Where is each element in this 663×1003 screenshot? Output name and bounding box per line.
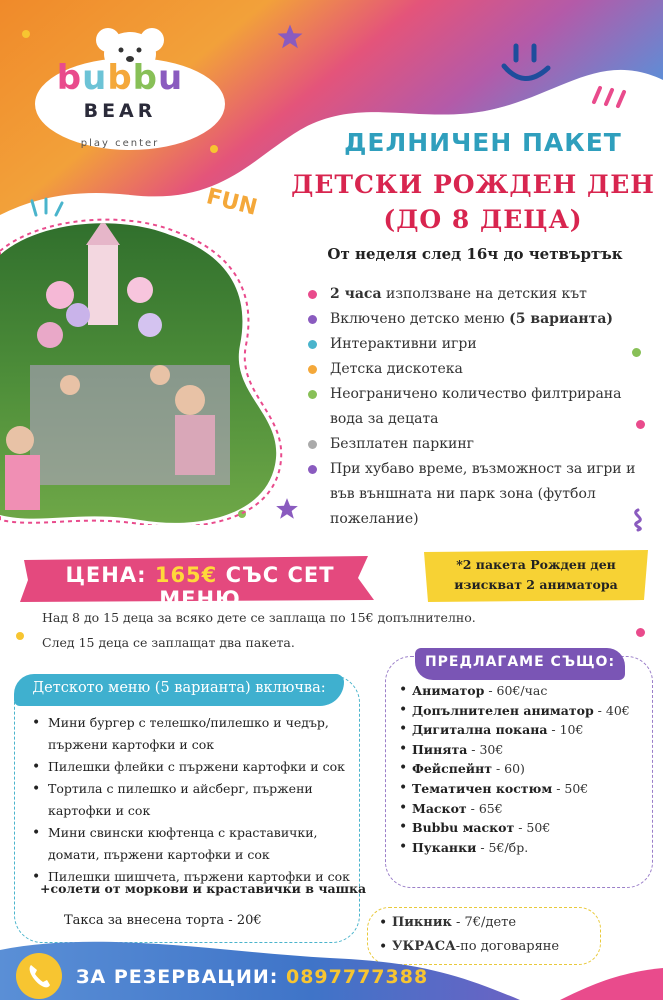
bullet-dot <box>308 390 317 399</box>
feature-item: 2 часа използване на детския кът <box>304 282 644 307</box>
feature-item: При хубаво време, възможност за игри и във външната ни парк зона (футбол пожелание) <box>304 457 644 532</box>
bullet-dot <box>308 365 317 374</box>
feature-item: Безплатен паркинг <box>304 432 644 457</box>
feature-item: Интерактивни игри <box>304 332 644 357</box>
offer-item: • Аниматор - 60€/час <box>398 681 648 701</box>
animator-note: *2 пакета Рожден ден изискват 2 аниматора <box>454 557 618 592</box>
smiley-icon <box>498 40 558 90</box>
cake-fee: Такса за внесена торта - 20€ <box>64 913 262 928</box>
offer-item: • Маскот - 65€ <box>398 799 648 819</box>
menu-item: • Пилешки шишчета, пържени картофки и сок <box>30 866 360 888</box>
footer-wave <box>0 930 663 1000</box>
picnic-item: • Пикник - 7€/дете <box>378 911 608 935</box>
decoration-item: • УКРАСА-по договаряне <box>378 935 608 959</box>
dash-marks-icon <box>590 80 630 110</box>
over-15-text: След 15 деца се заплащат два пакета. <box>42 635 295 650</box>
menu-extra-sticks: +солети от моркови и краставички в чашка <box>40 881 367 896</box>
menu-item: • Тортила с пилешко и айсберг, пържени картофки и сок <box>30 778 360 822</box>
bullet-dot <box>308 440 317 449</box>
confetti-dot <box>22 30 30 38</box>
phone-icon-circle <box>16 953 62 999</box>
logo-wordmark: bubbu <box>56 58 184 98</box>
birthday-title: ДЕТСКИ РОЖДЕН ДЕН <box>291 170 655 199</box>
confetti-dot <box>636 628 645 637</box>
package-title: ДЕЛНИЧЕН ПАКЕТ <box>344 128 622 157</box>
confetti-dot <box>210 145 218 153</box>
bullet-dot <box>308 315 317 324</box>
feature-item: Неограничено количество филтрирана вода за децата <box>304 382 644 432</box>
offer-item: • Допълнителен аниматор - 40€ <box>398 701 648 721</box>
phone-icon <box>16 953 62 999</box>
offers-heading: ПРЕДЛАГАМЕ СЪЩО: <box>424 654 616 670</box>
package-features-list <box>304 282 644 532</box>
menu-item: • Пилешки флейки с пържени картофки и сок <box>30 756 360 778</box>
feature-item: Детска дискотека <box>304 357 644 382</box>
price-label: ЦЕНА: 165€ СЪС СЕТ МЕНЮ <box>65 563 335 611</box>
offer-item: • Тематичен костюм - 50€ <box>398 779 648 799</box>
fun-sticker: FUN <box>203 184 260 221</box>
offer-item: • Bubbu маскот - 50€ <box>398 818 648 838</box>
party-photo <box>0 215 300 525</box>
offer-item: • Пуканки - 5€/бр. <box>398 838 648 858</box>
kids-menu-list <box>30 712 360 888</box>
menu-item: • Мини свински кюфтенца с краставички, домати, пържени картофки и сок <box>30 822 360 866</box>
logo-bear-text: BEAR <box>83 100 157 122</box>
logo-tagline: play center <box>80 138 160 149</box>
offer-item: • Фейспейнт - 60) <box>398 759 648 779</box>
kids-limit-title: (ДО 8 ДЕЦА) <box>383 205 583 234</box>
bullet-dot <box>308 290 317 299</box>
price-amount: 165€ <box>154 563 218 587</box>
offers-list <box>398 681 648 857</box>
phone-number[interactable]: 0897777388 <box>285 966 429 988</box>
extra-kids-text: Над 8 до 15 деца за всяко дете се заплаща по 15€ допълнително. <box>42 610 476 625</box>
bullet-dot <box>308 340 317 349</box>
kids-menu-heading: Детското меню (5 варианта) включва: <box>32 680 326 696</box>
offer-item: • Пинята - 30€ <box>398 740 648 760</box>
star-icon <box>275 22 305 52</box>
feature-item: Включено детско меню (5 варианта) <box>304 307 644 332</box>
bullet-dot <box>308 465 317 474</box>
offer-item: • Дигитална покана - 10€ <box>398 720 648 740</box>
confetti-dot <box>16 632 24 640</box>
reservation-line: ЗА РЕЗЕРВАЦИИ: 0897777388 <box>76 966 429 988</box>
menu-item: • Мини бургер с телешко/пилешко и чедър, пържени картофки и сок <box>30 712 360 756</box>
schedule-text: От неделя след 16ч до четвъртък <box>327 245 623 263</box>
